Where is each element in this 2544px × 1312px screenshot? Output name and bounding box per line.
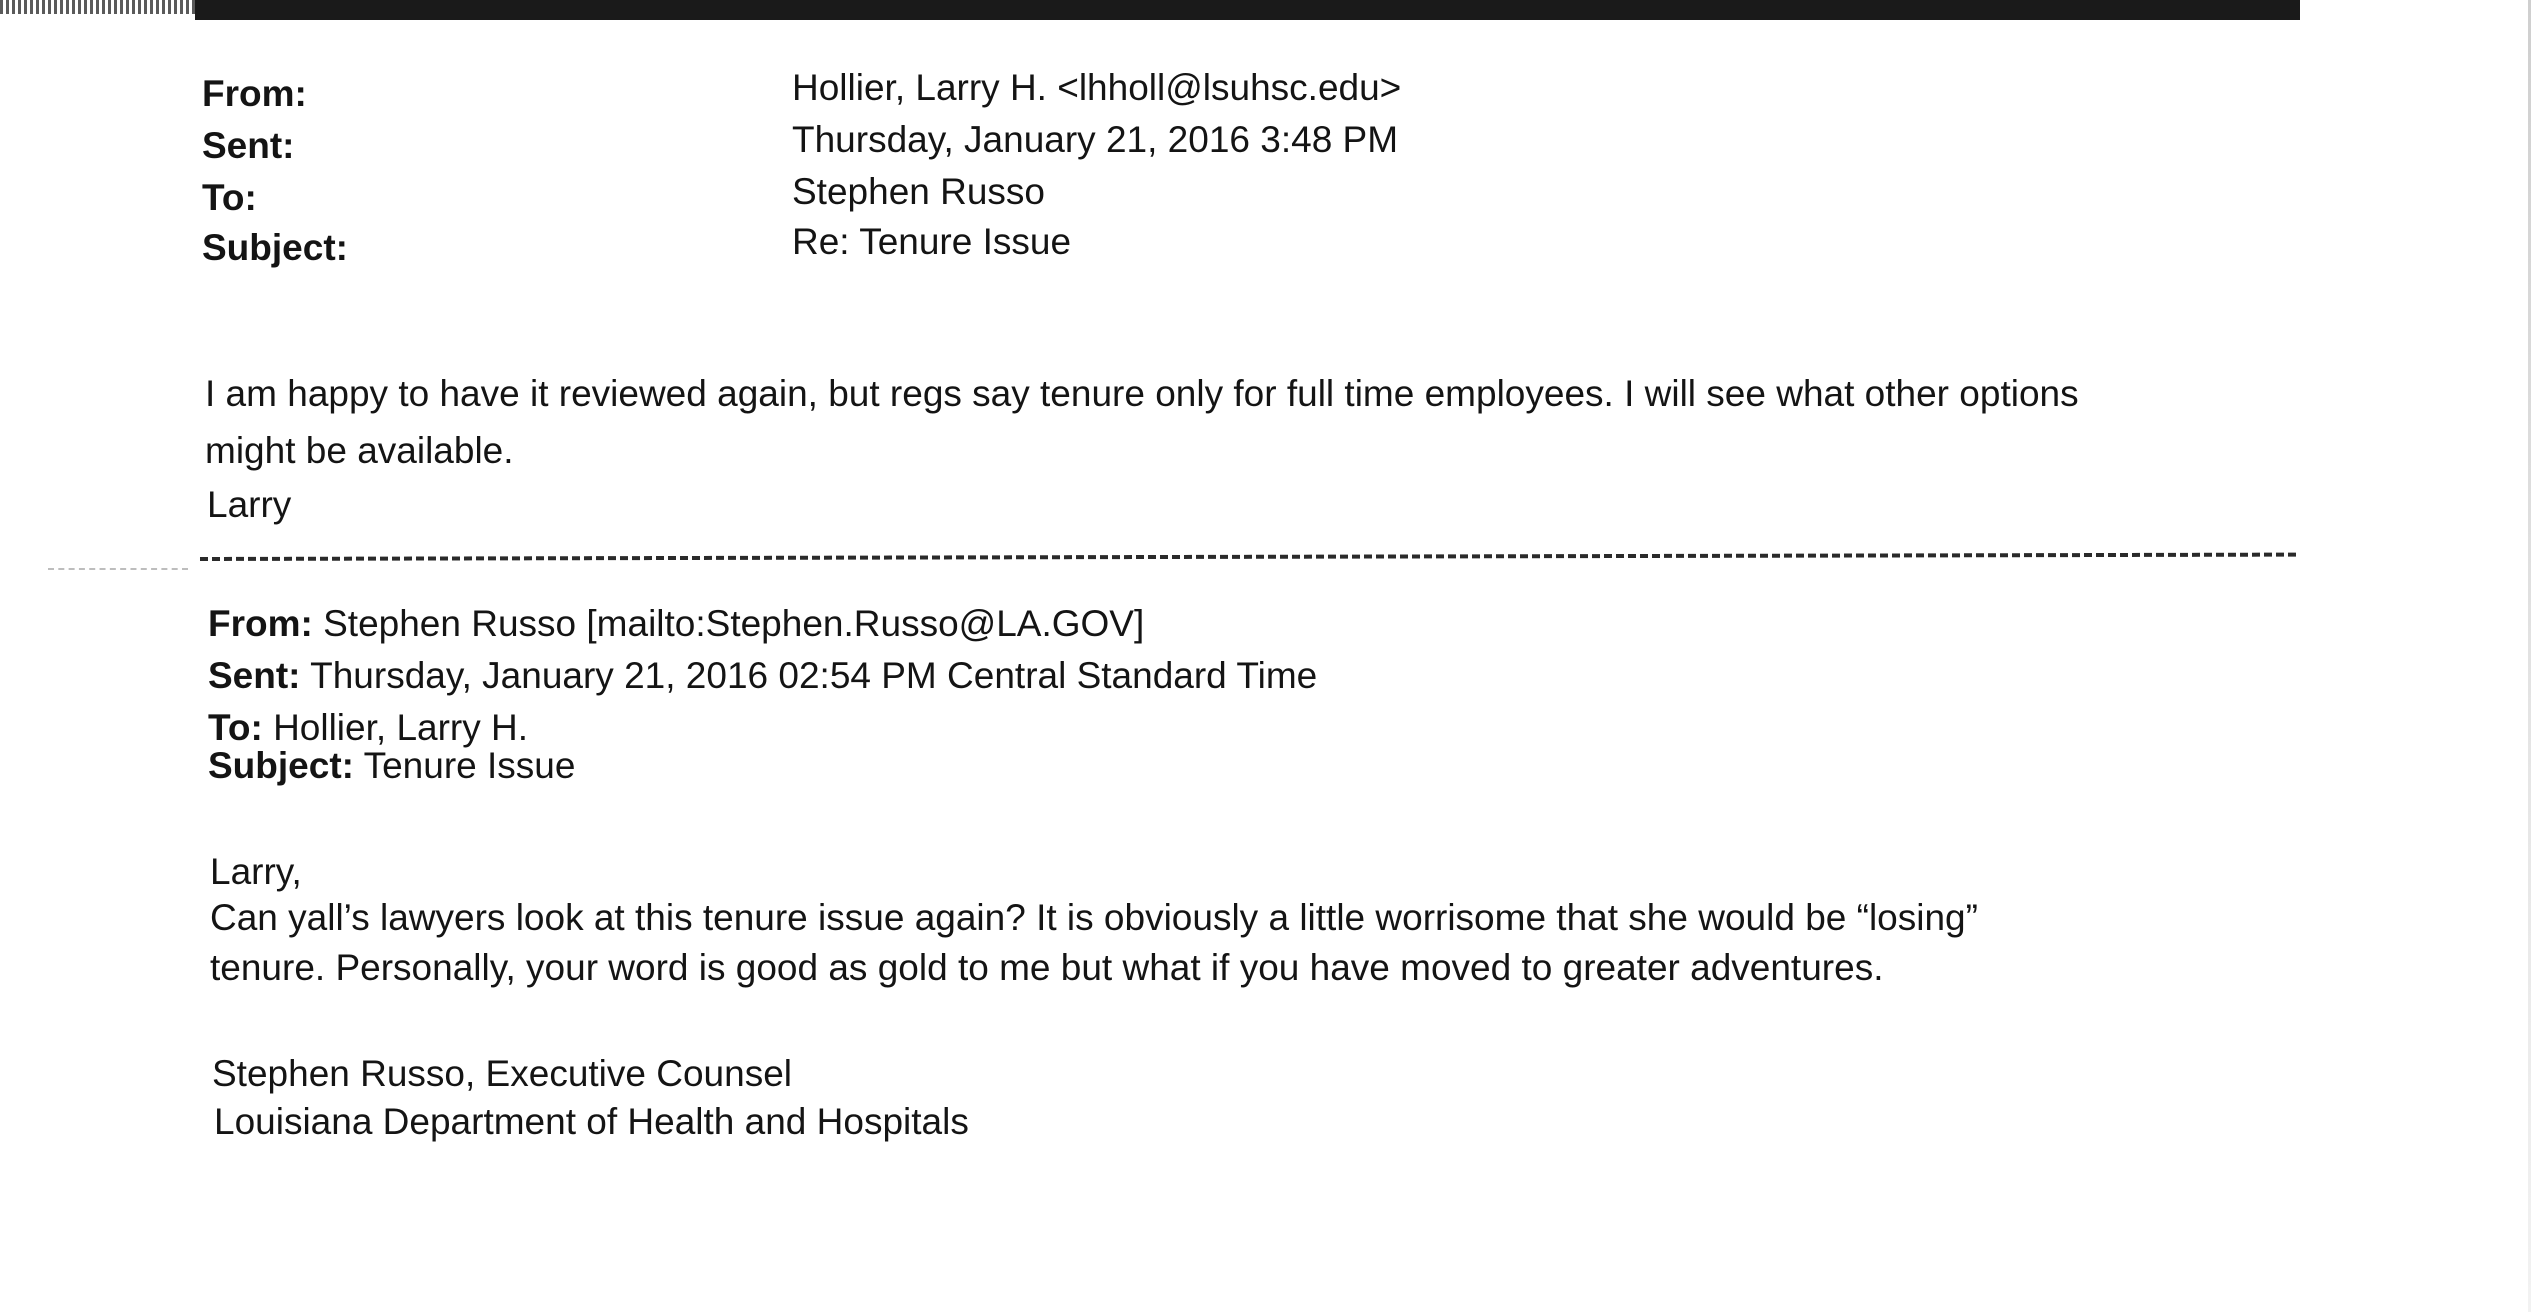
to-label: To: <box>208 707 263 748</box>
original-subject-row <box>208 740 575 792</box>
from-value: Stephen Russo [mailto:Stephen.Russo@LA.GOV] <box>323 603 1145 644</box>
subject-label: Subject: <box>208 745 354 786</box>
reply-body-line-2: might be available. <box>205 430 514 471</box>
sent-value: Thursday, January 21, 2016 3:48 PM <box>792 119 1399 160</box>
reply-signoff: Larry <box>207 484 292 525</box>
scan-edge-artifact <box>0 0 200 14</box>
original-from-row <box>208 598 1144 650</box>
reply-body-line-1: I am happy to have it reviewed again, but regs say tenure only for full time employees. I will see what other options <box>205 373 2079 414</box>
original-sent-row <box>208 650 1317 702</box>
from-label: From: <box>208 603 313 644</box>
signature-name: Stephen Russo, Executive Counsel <box>212 1053 793 1094</box>
subject-value: Re: Tenure Issue <box>792 221 1072 262</box>
message-separator <box>200 553 2296 561</box>
original-body-line-1: Can yall’s lawyers look at this tenure issue again? It is obviously a little worrisome that she would be “losing” <box>210 897 1978 938</box>
signature-org: Louisiana Department of Health and Hospitals <box>214 1101 969 1142</box>
separator-faint <box>48 568 188 570</box>
sent-label: Sent: <box>202 125 295 166</box>
original-body-line-2: tenure. Personally, your word is good as gold to me but what if you have moved to greater adventures. <box>210 947 1884 988</box>
to-value: Hollier, Larry H. <box>273 707 529 748</box>
top-rule <box>195 0 2300 20</box>
page-edge-shadow <box>2528 0 2531 1312</box>
subject-label: Subject: <box>202 227 348 268</box>
to-label: To: <box>202 177 257 218</box>
to-value: Stephen Russo <box>792 171 1046 212</box>
from-value: Hollier, Larry H. <lhholl@lsuhsc.edu> <box>792 67 1402 108</box>
from-label: From: <box>202 73 307 114</box>
original-greeting: Larry, <box>210 851 302 892</box>
sent-label: Sent: <box>208 655 301 696</box>
sent-value: Thursday, January 21, 2016 02:54 PM Central Standard Time <box>310 655 1318 696</box>
subject-value: Tenure Issue <box>363 745 576 786</box>
